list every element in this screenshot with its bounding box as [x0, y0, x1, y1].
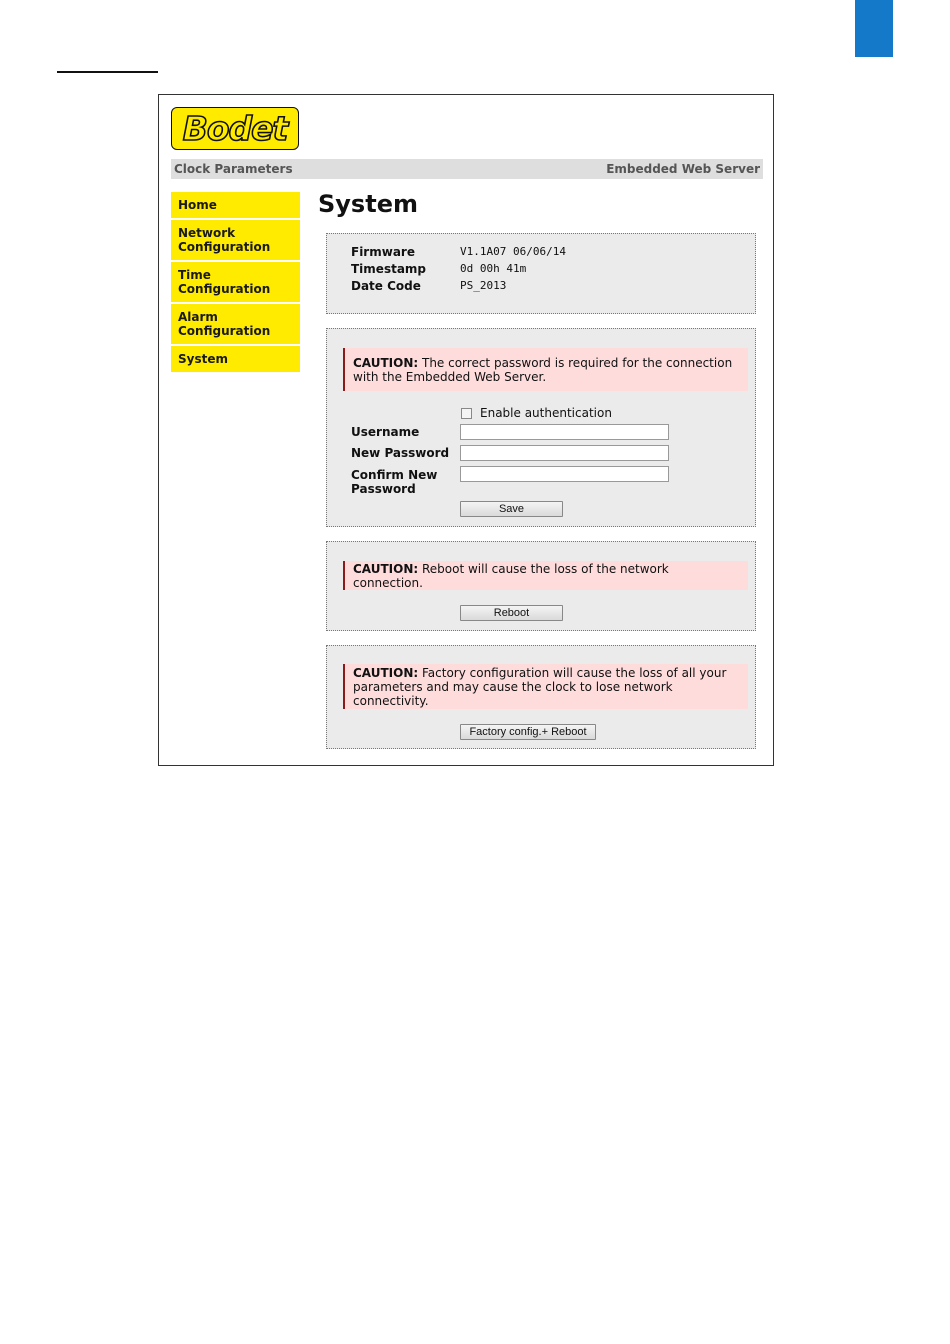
enable-authentication-label: Enable authentication — [480, 406, 612, 420]
sidebar-item-system[interactable] — [171, 346, 300, 374]
datecode-row — [351, 279, 506, 293]
timestamp-row — [351, 262, 526, 276]
save-button[interactable]: Save — [460, 501, 563, 517]
sidebar-item-label: System — [178, 352, 228, 366]
factory-config-reboot-button[interactable]: Factory config.+ Reboot — [460, 724, 596, 740]
password-caution-box — [343, 348, 748, 391]
sidebar-item-label: Configuration — [178, 324, 271, 338]
header-bar — [171, 159, 763, 179]
username-input[interactable] — [460, 424, 669, 440]
corner-tab — [855, 0, 893, 57]
header-title: Clock Parameters — [174, 162, 293, 176]
username-label: Username — [351, 425, 420, 439]
system-info-panel — [326, 233, 756, 314]
caution-prefix: CAUTION: — [353, 561, 419, 576]
sidebar-item-label: Network — [178, 226, 236, 240]
enable-authentication-row — [461, 406, 612, 420]
sidebar-item-label: Time — [178, 268, 211, 282]
new-password-input[interactable] — [460, 445, 669, 461]
sidebar-item-label: Home — [178, 198, 217, 212]
factory-config-panel — [326, 645, 756, 749]
caution-text: Reboot will cause the loss of the network connection. — [353, 561, 669, 590]
reboot-button[interactable]: Reboot — [460, 605, 563, 621]
top-rule — [57, 71, 158, 73]
sidebar-item-label: Configuration — [178, 282, 271, 296]
firmware-value: V1.1A07 06/06/14 — [460, 245, 566, 258]
enable-authentication-checkbox[interactable] — [461, 408, 472, 419]
firmware-label: Firmware — [351, 245, 415, 259]
confirm-password-label-line1: Confirm New — [351, 468, 438, 482]
datecode-value: PS_2013 — [460, 279, 507, 292]
caution-prefix: CAUTION: — [353, 665, 419, 680]
timestamp-label: Timestamp — [351, 262, 427, 276]
header-subtitle: Embedded Web Server — [606, 162, 760, 176]
caution-prefix: CAUTION: — [353, 355, 419, 370]
sidebar-item-home[interactable] — [171, 192, 300, 220]
reboot-caution-box — [343, 561, 748, 590]
bodet-logo — [171, 107, 299, 150]
sidebar-item-label: Configuration — [178, 240, 271, 254]
authentication-panel — [326, 328, 756, 527]
new-password-label: New Password — [351, 446, 450, 460]
confirm-password-label — [351, 468, 437, 496]
confirm-password-input[interactable] — [460, 466, 669, 482]
datecode-label: Date Code — [351, 279, 421, 293]
firmware-row — [351, 245, 566, 259]
caution-text: Factory configuration will cause the loss of all your parameters and may cause the clock to lose network connectivity. — [353, 665, 727, 708]
sidebar-item-alarm-configuration[interactable] — [171, 304, 300, 346]
sidebar-item-network-configuration[interactable] — [171, 220, 300, 262]
timestamp-value: 0d 00h 41m — [460, 262, 527, 275]
reboot-panel — [326, 541, 756, 631]
page-title: System — [318, 190, 418, 218]
caution-text: The correct password is required for the connection with the Embedded Web Server. — [353, 355, 733, 384]
confirm-password-label-line2: Password — [351, 482, 416, 496]
sidebar-item-label: Alarm — [178, 310, 218, 324]
sidebar-nav — [171, 192, 300, 374]
sidebar-item-time-configuration[interactable] — [171, 262, 300, 304]
web-server-screenshot — [158, 94, 774, 766]
factory-caution-box — [343, 664, 748, 709]
logo-text: Bodet — [182, 109, 288, 148]
